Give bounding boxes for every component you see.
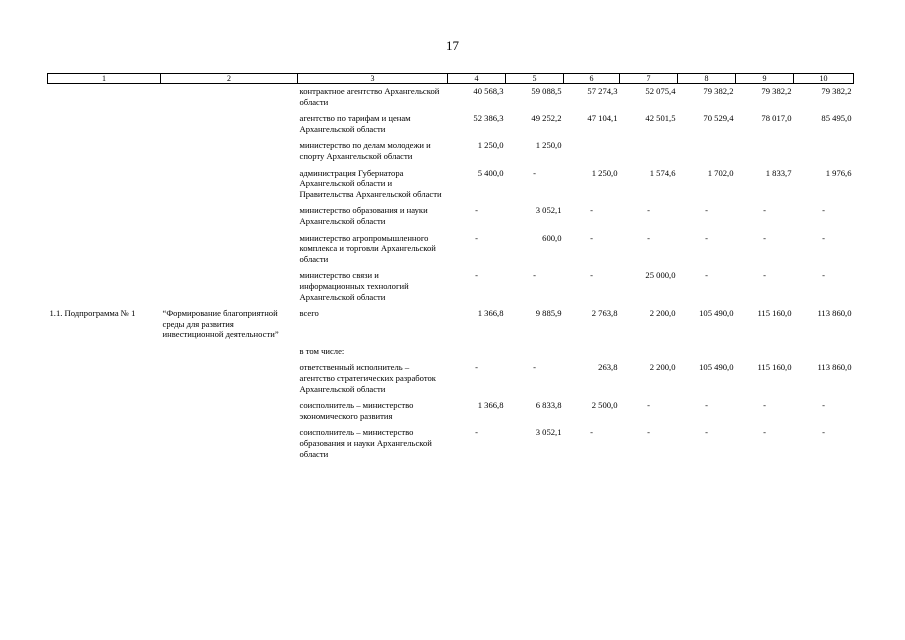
program-title-cell: “Формирование благоприятной среды для развития инвестиционной деятельности” bbox=[162, 308, 279, 340]
executor-cell: министерство образования и науки Архангельской области bbox=[299, 205, 428, 226]
value-cell bbox=[564, 140, 620, 167]
value-cell: - bbox=[533, 167, 536, 178]
value-cell: 59 088,5 bbox=[531, 86, 562, 96]
column-header: 6 bbox=[564, 74, 620, 84]
program-number-cell bbox=[48, 427, 161, 465]
table-row bbox=[48, 308, 854, 346]
value-cell: 1 250,0 bbox=[477, 140, 504, 151]
value-cell bbox=[620, 346, 678, 363]
table-row bbox=[48, 362, 854, 400]
value-cell: - bbox=[822, 232, 825, 243]
budget-table bbox=[47, 73, 854, 465]
column-header: 1 bbox=[48, 74, 161, 84]
value-cell: 40 568,3 bbox=[473, 86, 504, 96]
value-cell: - bbox=[590, 205, 593, 216]
header-row bbox=[48, 74, 854, 84]
value-cell: 1 976,6 bbox=[825, 167, 852, 178]
program-title-cell bbox=[161, 168, 298, 206]
value-cell: - bbox=[533, 362, 536, 373]
value-cell: - bbox=[763, 232, 766, 243]
value-cell: 42 501,5 bbox=[645, 113, 676, 124]
value-cell: 113 860,0 bbox=[817, 308, 852, 319]
program-number-cell bbox=[48, 140, 161, 167]
value-cell: - bbox=[590, 232, 593, 243]
executor-cell: ответственный исполнитель – агентство стратегических разработок Архангельской области bbox=[299, 362, 436, 394]
program-number-cell bbox=[48, 168, 161, 206]
program-number-cell bbox=[48, 346, 161, 363]
value-cell: - bbox=[475, 205, 478, 216]
program-number-cell bbox=[48, 205, 161, 232]
table-header bbox=[48, 74, 854, 87]
executor-cell: министерство связи и информационных технологий Архангельской области bbox=[299, 270, 409, 302]
value-cell: - bbox=[705, 427, 708, 438]
value-cell: 1 366,8 bbox=[477, 400, 504, 411]
value-cell: 6 833,8 bbox=[535, 400, 562, 411]
table-row bbox=[48, 400, 854, 427]
program-number-cell bbox=[48, 270, 161, 308]
column-header: 10 bbox=[794, 74, 854, 84]
table-row bbox=[48, 427, 854, 465]
executor-cell: всего bbox=[299, 308, 319, 319]
value-cell: - bbox=[705, 270, 708, 281]
executor-cell: министерство агропромышленного комплекса и торговли Архангельской области bbox=[299, 232, 436, 264]
column-header: 2 bbox=[161, 74, 298, 84]
value-cell: 1 366,8 bbox=[477, 308, 504, 319]
column-header: 8 bbox=[678, 74, 736, 84]
value-cell: 1 250,0 bbox=[535, 140, 562, 151]
value-cell: - bbox=[647, 232, 650, 243]
value-cell: - bbox=[475, 427, 478, 438]
executor-cell: министерство по делам молодежи и спорту Архангельской области bbox=[299, 140, 431, 161]
value-cell: - bbox=[763, 427, 766, 438]
value-cell: 2 200,0 bbox=[649, 362, 676, 373]
program-title-cell bbox=[161, 362, 298, 400]
value-cell: 79 382,2 bbox=[703, 86, 734, 96]
value-cell: - bbox=[590, 427, 593, 438]
value-cell: - bbox=[705, 400, 708, 411]
program-title-cell bbox=[161, 400, 298, 427]
column-header: 7 bbox=[620, 74, 678, 84]
column-header: 5 bbox=[506, 74, 564, 84]
value-cell: - bbox=[763, 270, 766, 281]
table-row bbox=[48, 270, 854, 308]
value-cell: - bbox=[475, 232, 478, 243]
value-cell: 85 495,0 bbox=[821, 113, 852, 124]
executor-cell: соисполнитель – министерство экономического развития bbox=[299, 400, 414, 421]
value-cell: - bbox=[822, 427, 825, 438]
program-number-cell bbox=[48, 362, 161, 400]
value-cell: 57 274,3 bbox=[587, 86, 618, 96]
program-title-cell bbox=[161, 140, 298, 167]
value-cell bbox=[448, 346, 506, 363]
value-cell: 79 382,2 bbox=[761, 86, 792, 96]
value-cell bbox=[678, 140, 736, 167]
value-cell: 52 386,3 bbox=[473, 113, 504, 124]
value-cell bbox=[736, 346, 794, 363]
value-cell: 115 160,0 bbox=[757, 362, 792, 373]
value-cell bbox=[736, 140, 794, 167]
value-cell: - bbox=[822, 205, 825, 216]
program-number-cell bbox=[48, 86, 161, 113]
program-title-cell bbox=[161, 205, 298, 232]
table-row bbox=[48, 113, 854, 140]
value-cell: 5 400,0 bbox=[477, 167, 504, 178]
table-row bbox=[48, 86, 854, 113]
value-cell: 2 500,0 bbox=[591, 400, 618, 411]
value-cell: - bbox=[763, 205, 766, 216]
value-cell: - bbox=[822, 270, 825, 281]
program-number-cell bbox=[48, 400, 161, 427]
value-cell bbox=[620, 140, 678, 167]
value-cell: 1 702,0 bbox=[707, 167, 734, 178]
value-cell: - bbox=[475, 362, 478, 373]
value-cell: 105 490,0 bbox=[699, 362, 734, 373]
value-cell: - bbox=[705, 232, 708, 243]
value-cell: 3 052,1 bbox=[535, 427, 562, 438]
value-cell: 49 252,2 bbox=[531, 113, 562, 124]
program-title-cell bbox=[161, 86, 298, 113]
value-cell bbox=[564, 346, 620, 363]
value-cell bbox=[506, 346, 564, 363]
value-cell: - bbox=[475, 270, 478, 281]
value-cell: - bbox=[647, 427, 650, 438]
value-cell bbox=[678, 346, 736, 363]
column-header: 3 bbox=[298, 74, 448, 84]
value-cell: 1 250,0 bbox=[591, 167, 618, 178]
value-cell: 600,0 bbox=[542, 232, 562, 243]
executor-cell: соисполнитель – министерство образования и науки Архангельской области bbox=[299, 427, 432, 459]
value-cell: 78 017,0 bbox=[761, 113, 792, 124]
table-row bbox=[48, 168, 854, 206]
program-title-cell bbox=[161, 346, 298, 363]
column-header: 4 bbox=[448, 74, 506, 84]
page-number: 17 bbox=[446, 38, 459, 53]
executor-cell: агентство по тарифам и ценам Архангельской области bbox=[299, 113, 411, 134]
value-cell: 2 763,8 bbox=[591, 308, 618, 319]
executor-cell: администрация Губернатора Архангельской области и Правительства Архангельской области bbox=[299, 167, 442, 199]
value-cell: - bbox=[647, 400, 650, 411]
value-cell: 70 529,4 bbox=[703, 113, 734, 124]
value-cell: 47 104,1 bbox=[587, 113, 618, 124]
program-number-cell bbox=[48, 233, 161, 271]
value-cell: 115 160,0 bbox=[757, 308, 792, 319]
program-number-cell bbox=[48, 113, 161, 140]
table-row bbox=[48, 346, 854, 363]
value-cell: 3 052,1 bbox=[535, 205, 562, 216]
value-cell: - bbox=[705, 205, 708, 216]
column-header: 9 bbox=[736, 74, 794, 84]
value-cell: - bbox=[647, 205, 650, 216]
value-cell: 263,8 bbox=[598, 362, 618, 373]
value-cell: 105 490,0 bbox=[699, 308, 734, 319]
program-title-cell bbox=[161, 233, 298, 271]
program-title-cell bbox=[161, 113, 298, 140]
program-title-cell bbox=[161, 427, 298, 465]
value-cell: 79 382,2 bbox=[821, 86, 852, 96]
table-row bbox=[48, 205, 854, 232]
value-cell: 2 200,0 bbox=[649, 308, 676, 319]
value-cell: 25 000,0 bbox=[645, 270, 676, 281]
table-body bbox=[48, 86, 854, 465]
value-cell: 9 885,9 bbox=[535, 308, 562, 319]
value-cell: 1 833,7 bbox=[765, 167, 792, 178]
executor-cell: контрактное агентство Архангельской области bbox=[299, 86, 440, 107]
value-cell: 1 574,6 bbox=[649, 167, 676, 178]
value-cell: 113 860,0 bbox=[817, 362, 852, 373]
program-number-cell: 1.1. Подпрограмма № 1 bbox=[49, 308, 136, 319]
executor-cell: в том числе: bbox=[299, 345, 345, 356]
program-title-cell bbox=[161, 270, 298, 308]
value-cell: - bbox=[590, 270, 593, 281]
value-cell: 52 075,4 bbox=[645, 86, 676, 96]
value-cell: - bbox=[533, 270, 536, 281]
table-row bbox=[48, 140, 854, 167]
value-cell: - bbox=[822, 400, 825, 411]
value-cell: - bbox=[763, 400, 766, 411]
value-cell bbox=[794, 346, 854, 363]
value-cell bbox=[794, 140, 854, 167]
table-row bbox=[48, 233, 854, 271]
